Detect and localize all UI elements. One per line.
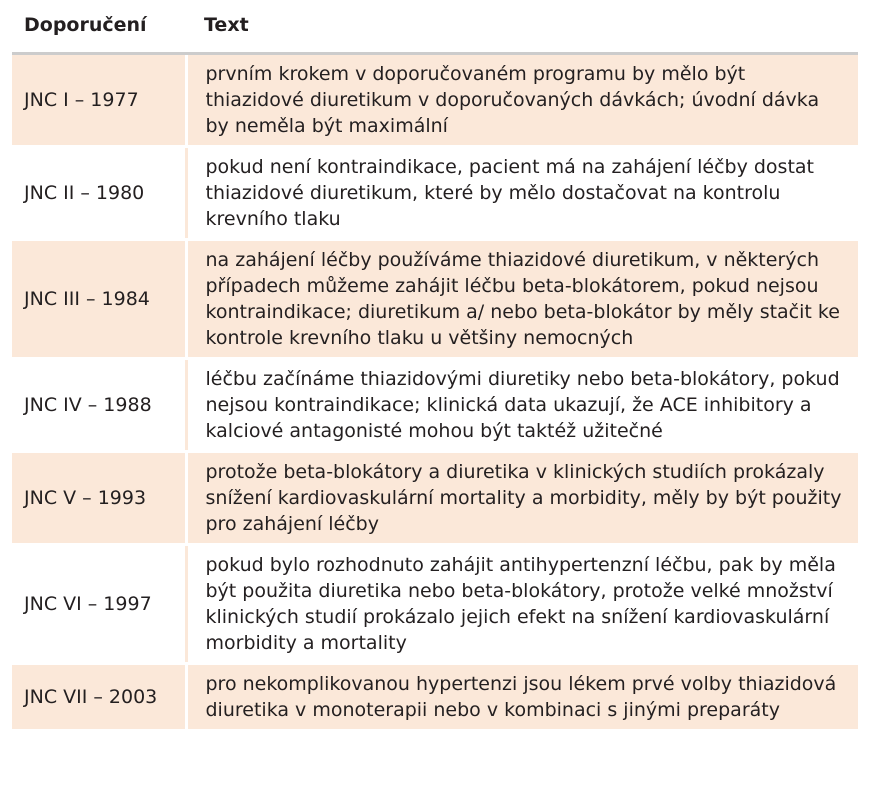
table-header [12, 14, 858, 54]
table-body [12, 54, 858, 731]
guideline-cell: JNC II – 1980 [12, 147, 186, 240]
text-cell: pokud bylo rozhodnuto zahájit antihypertenzní léčbu, pak by měla být použita diuretika nebo beta-blokátory, protože velké množství klinických studií prokázalo jejich efekt na snížení kardiovaskulární morbidity a mortality [186, 545, 858, 664]
text-cell: na zahájení léčby používáme thiazidové diuretikum, v některých případech můžeme zahájit léčbu beta-blokátorem, pokud nejsou kontraindikace; diuretikum a/ nebo beta-blokátor by měly stačit ke kontrole krevního tlaku u většiny nemocných [186, 240, 858, 359]
table-row [12, 545, 858, 664]
guidelines-page [12, 14, 858, 732]
table-row [12, 359, 858, 452]
table-row [12, 240, 858, 359]
guidelines-table [12, 14, 858, 732]
text-cell: prvním krokem v doporučovaném programu by mělo být thiazidové diuretikum v doporučovaných dávkách; úvodní dávka by neměla být maximální [186, 54, 858, 147]
guideline-cell: JNC III – 1984 [12, 240, 186, 359]
column-header-guideline: Doporučení [12, 14, 186, 54]
guideline-cell: JNC V – 1993 [12, 452, 186, 545]
table-row [12, 147, 858, 240]
table-row [12, 452, 858, 545]
text-cell: pokud není kontraindikace, pacient má na zahájení léčby dostat thiazidové diuretikum, které by mělo dostačovat na kontrolu krevního tlaku [186, 147, 858, 240]
guideline-cell: JNC I – 1977 [12, 54, 186, 147]
header-row [12, 14, 858, 54]
guideline-cell: JNC IV – 1988 [12, 359, 186, 452]
table-row [12, 664, 858, 731]
text-cell: protože beta-blokátory a diuretika v klinických studiích prokázaly snížení kardiovaskulární mortality a morbidity, měly by být použity pro zahájení léčby [186, 452, 858, 545]
guideline-cell: JNC VII – 2003 [12, 664, 186, 731]
table-row [12, 54, 858, 147]
column-header-text: Text [186, 14, 858, 54]
guideline-cell: JNC VI – 1997 [12, 545, 186, 664]
text-cell: léčbu začínáme thiazidovými diuretiky nebo beta-blokátory, pokud nejsou kontraindikace; klinická data ukazují, že ACE inhibitory a kalciové antagonisté mohou být taktéž užitečné [186, 359, 858, 452]
text-cell: pro nekomplikovanou hypertenzi jsou lékem prvé volby thiazidová diuretika v monoterapii nebo v kombinaci s jinými preparáty [186, 664, 858, 731]
